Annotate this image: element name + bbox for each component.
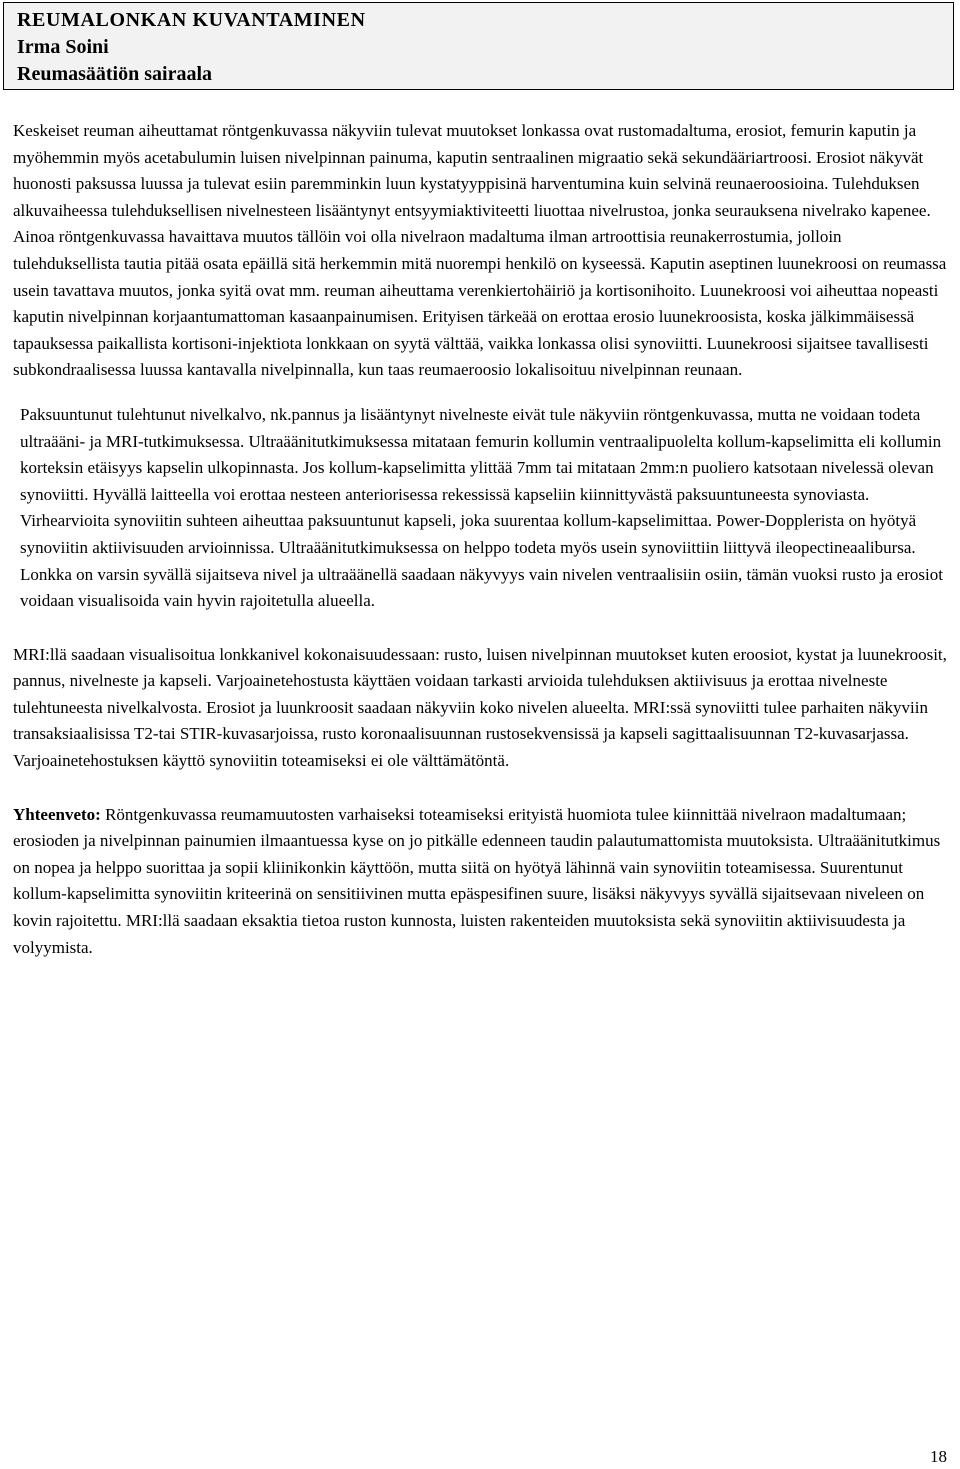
document-body (13, 118, 948, 961)
institution-name: Reumasäätiön sairaala (17, 63, 212, 85)
summary-text: Röntgenkuvassa reumamuutosten varhaiseksi toteamiseksi erityistä huomiota tulee kiinnittää nivelraon madaltumaan; erosioden ja nivelpinnan painumien ilmaantuessa kyse on jo pitkälle edenneen taudin palautumattomista muutoksista. Ultraäänitutkimus on nopea ja helppo suorittaa ja sopii kliinikonkin käyttöön, mutta siitä on hyötyä lähinnä vain synoviitin toteamisessa. Suurentunut kollum-kapselimitta synoviitin kriteerinä on sensitiivinen mutta epäspesifinen suure, lisäksi näkyvyys syvällä sijaitsevaan niveleen on kovin rajoitettu. MRI:llä saadaan eksaktia tietoa ruston kunnosta, luisten rakenteiden muutoksista sekä synoviitin aktiivisuudesta ja volyymista. (13, 804, 941, 957)
paragraph-radiography: Keskeiset reuman aiheuttamat röntgenkuvassa näkyviin tulevat muutokset lonkassa ovat rustomadaltuma, erosiot, femurin kaputin ja myöhemmin myös acetabulumin luisen nivelpinnan painuma, kaputin sentraalinen migraatio sekä sekundääriartroosi. Erosiot näkyvät huonosti paksussa luussa ja tulevat esiin paremminkin luun kystatyyppisinä harventumina kuin selvinä reunaeroosioina. Tulehduksen alkuvaiheessa tulehduksellisen nivelnesteen lisääntynyt entsyymiaktiviteetti liuottaa nivelrustoa, jonka seurauksena nivelrako kapenee. Ainoa röntgenkuvassa havaittava muutos tällöin voi olla nivelraon madaltuma ilman artroottisia reunakerrostumia, jolloin tulehduksellista tautia pitää osata epäillä sitä herkemmin mitä nuorempi henkilö on kyseessä. Kaputin aseptinen luunekroosi on reumassa usein tavattava muutos, jonka syitä ovat mm. reuman aiheuttama verenkiertohäiriö ja kortisonihoito. Luunekroosi voi aiheuttaa nopeasti kaputin nivelpinnan korjaantumattoman kasaanpainumisen. Erityisen tärkeää on erottaa erosio luunekroosista, koska jälkimmäisessä tapauksessa paikallista kortisoni-injektiota lonkkaan on syytä välttää, vaikka lonkassa olisi synoviitti. Luunekroosi sijaitsee tavallisesti subkondraalisessa luussa kantavalla nivelpinnalla, kun taas reumaeroosio lokalisoituu nivelpinnan reunaan. (13, 121, 947, 380)
author-name: Irma Soini (17, 36, 109, 58)
page-number: 18 (930, 1447, 947, 1466)
document-header (3, 2, 954, 90)
paragraph-mri: MRI:llä saadaan visualisoitua lonkkanivel kokonaisuudessaan: rusto, luisen nivelpinnan muutokset kuten eroosiot, kystat ja luunekroosit, pannus, nivelneste ja kapseli. Varjoainetehostusta käyttäen voidaan tarkasti arvioida tulehduksen aktiivisuus ja erottaa nivelneste tulehtuneesta nivelkalvosta. Erosiot ja luunkroosit saadaan näkyviin koko nivelen alueelta. MRI:ssä synoviitti tulee parhaiten näkyviin transaksiaalisissa T2-tai STIR-kuvasarjoissa, rusto koronaalisuunnan rustosekvensissä ja kapseli sagittaalisuunnan T2-kuvasarjassa. Varjoainetehostuksen käyttö synoviitin toteamiseksi ei ole välttämätöntä. (13, 644, 947, 771)
paragraph-ultrasound: Paksuuntunut tulehtunut nivelkalvo, nk.pannus ja lisääntynyt nivelneste eivät tule näkyviin röntgenkuvassa, mutta ne voidaan todeta ultraääni- ja MRI-tutkimuksessa. Ultraäänitutkimuksessa mitataan femurin kollumin ventraalipuolelta kollum-kapselimitta eli kollumin korteksin etäisyys kapselin ulkopinnasta. Jos kollum-kapselimitta ylittää 7mm tai mitataan 2mm:n puoliero katsotaan nivelessä olevan synoviitti. Hyvällä laitteella voi erottaa nesteen anteriorisessa rekessissä kapseliin kiinnittyvästä paksuuntuneesta synoviasta. Virhearvioita synoviitin suhteen aiheuttaa paksuuntunut kapseli, joka suurentaa kollum-kapselimittaa. Power-Dopplerista on hyötyä synoviitin aktiivisuuden arvioinnissa. Ultraäänitutkimuksessa on helppo todeta myös usein synoviittiin liittyvä ileopectineaalibursa. Lonkka on varsin syvällä sijaitseva nivel ja ultraäänellä saadaan näkyvyys vain nivelen ventraalisiin osiin, tämän vuoksi rusto ja erosiot voidaan visualisoida vain hyvin rajoitetulla alueella. (20, 404, 943, 611)
paragraph-summary (13, 802, 948, 962)
summary-lead: Yhteenveto: (13, 804, 101, 824)
document-title: REUMALONKAN KUVANTAMINEN (17, 9, 366, 31)
